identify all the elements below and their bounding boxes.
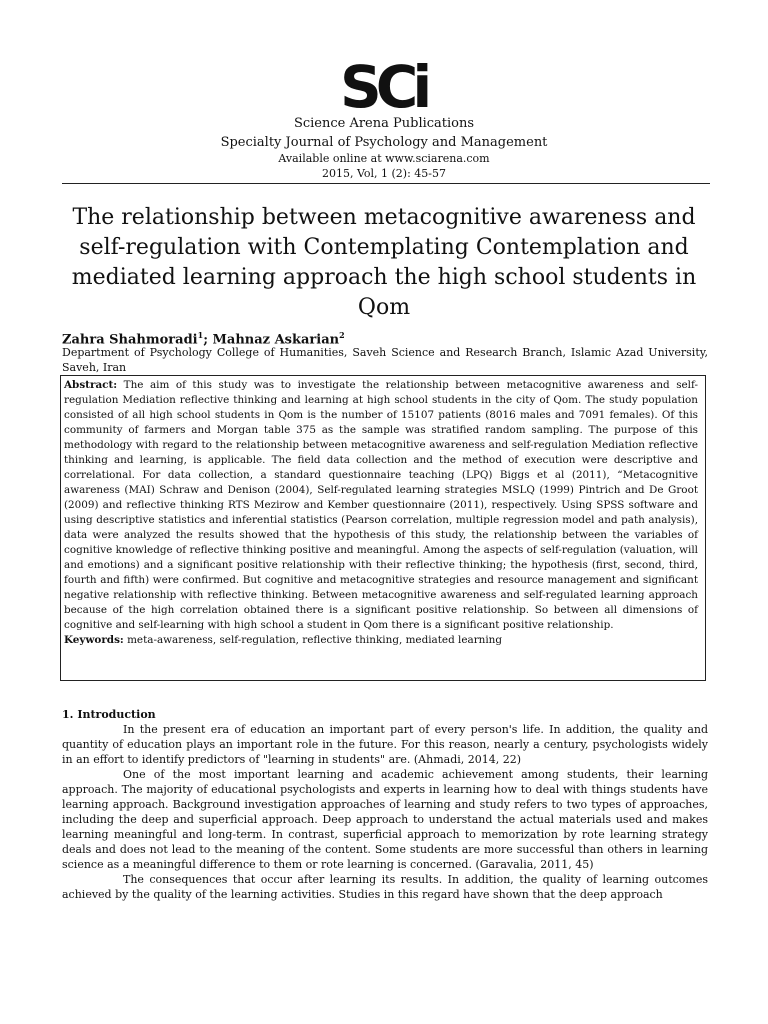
abstract-label: Abstract:	[64, 379, 118, 391]
publisher-name: Science Arena Publications	[293, 116, 475, 131]
introduction-body	[62, 722, 708, 902]
author-name: Zahra Shahmoradi	[62, 332, 198, 348]
body-paragraph: In the present era of education an important part of every person's life. In addition, the quality and quantity of education plays an important role in the future. For this reason, nearly a century, psychologists widely in an effort to identify predictors of "learning in students" are. (Ahmadi, 2014, 22)	[62, 723, 708, 766]
affiliation: Department of Psychology College of Humanities, Saveh Science and Research Branch, Islamic Azad University, Saveh, Iran	[62, 346, 708, 374]
author-name: Mahnaz Askarian	[212, 332, 340, 348]
affiliation-marker: 1	[197, 330, 204, 340]
section-heading: 1. Introduction	[62, 708, 156, 721]
volume-info: 2015, Vol, 1 (2): 45-57	[321, 167, 447, 180]
body-paragraph: One of the most important learning and academic achievement among students, their learning approach. The majority of educational psychologists and experts in learning how to deal with things students have learning approach. Background investigation approaches of learning and study refers to two types of approaches, including the deep and superficial approach. Deep approach to understand the actual materials used and makes learning meaningful and long-term. In contrast, superficial approach to memorization by rote learning strategy deals and does not lead to the meaning of the content. Some students are more successful than others in learning science as a meaningful difference to them or rote learning is concerned. (Garavalia, 2011, 45)	[62, 768, 708, 871]
keywords-text: meta-awareness, self-regulation, reflective thinking, mediated learning	[123, 634, 503, 646]
journal-name: Specialty Journal of Psychology and Management	[220, 135, 548, 150]
abstract-text: The aim of this study was to investigate the relationship between metacognitive awareness and self-regulation Mediation reflective thinking and learning at high school students in the city of Qom. The study population consisted of all high school students in Qom is the number of 15107 patients (8016 males and 7091 females). Of this community of farmers and Morgan table 375 as the sample was stratified random sampling. The purpose of this methodology with regard to the relationship between metacognitive awareness and self-regulation Mediation reflective thinking and learning, is applicable. The field data collection and the method of execution were descriptive and correlational. For data collection, a standard questionnaire teaching (LPQ) Biggs et al (2011), “Metacognitive awareness (MAI) Schraw and Denison (2004), Self-regulated learning strategies MSLQ (1999) Pintrich and De Groot (2009) and reflective thinking RTS Mezirow and Kember questionnaire (2011), respectively. Using SPSS software and using descriptive statistics and inferential statistics (Pearson correlation, multiple regression model and path analysis), data were analyzed the results showed that the hypothesis of this study, the relationship between the variables of cognitive knowledge of reflective thinking positive and meaningful. Among the aspects of self-regulation (valuation, will and emotions) and a significant positive relationship with their reflective thinking; the hypothesis (first, second, third, fourth and fifth) were confirmed. But cognitive and metacognitive strategies and resource management and significant negative relationship with reflective thinking. Between metacognitive awareness and self-regulated learning approach because of the high correlation obtained there is a significant positive relationship. So between all dimensions of cognitive and self-learning with high school a student in Qom there is a significant positive relationship.	[64, 379, 698, 631]
body-paragraph: The consequences that occur after learning its results. In addition, the quality of learning outcomes achieved by the quality of the learning activities. Studies in this regard have shown that the deep approach	[62, 873, 708, 901]
logo-text: SCi	[340, 53, 427, 121]
publisher-logo	[340, 53, 430, 121]
author-separator: ;	[203, 332, 213, 348]
keywords-label: Keywords:	[64, 634, 124, 646]
paper-title: The relationship between metacognitive awareness and self-regulation with Contemplating Contemplation and mediated learning approach the high school students in Qom	[71, 205, 697, 320]
header-divider	[62, 183, 710, 184]
abstract-box	[60, 375, 706, 681]
availability-note: Available online at www.sciarena.com	[278, 152, 490, 165]
abstract-paragraph	[64, 378, 698, 633]
affiliation-marker: 2	[339, 330, 345, 340]
keywords-paragraph	[64, 633, 698, 648]
